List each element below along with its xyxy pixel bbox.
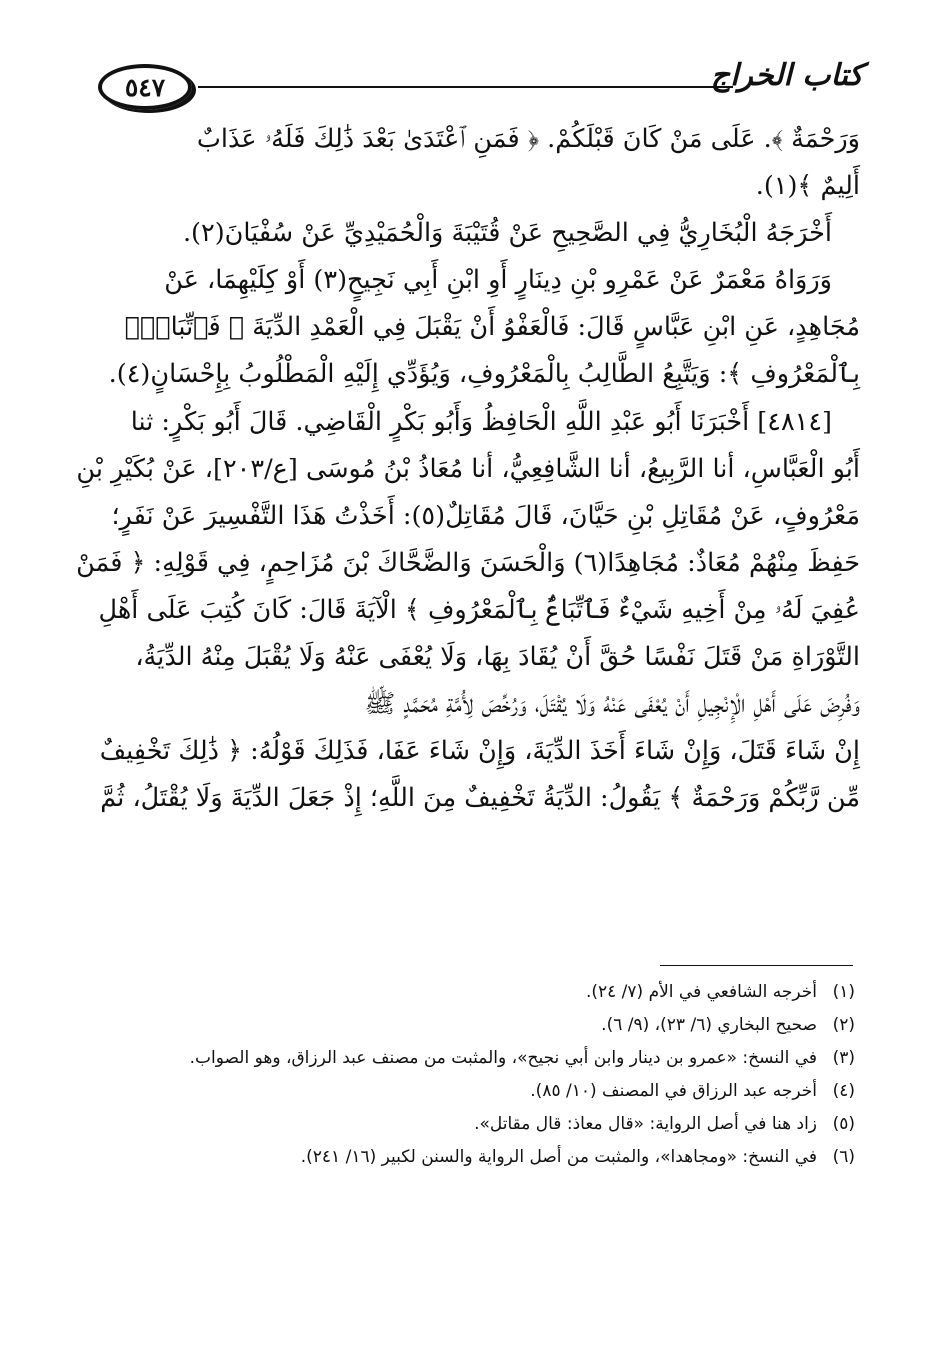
footnote-number: (٢) <box>832 1015 855 1035</box>
footnote-text: أخرجه عبد الرزاق في المصنف (١٠/ ٨٥). <box>530 1081 817 1101</box>
text-line: حَفِظَ مِنْهُمْ مُعَاذٌ: مُجَاهِدًا(٦) وَالْحَسَنَ وَالضَّحَّاكَ بْنَ مُزَاحِمٍ، فِي قَوْلِهِ: ﴿ فَمَنْ <box>76 547 860 578</box>
footnote-text: زاد هنا في أصل الرواية: «قال معاذ: قال مقاتل». <box>474 1114 817 1134</box>
header-rule <box>198 86 733 88</box>
text-line: مِّن رَّبِّكُمْ وَرَحْمَةٌ ﴾ يَقُولُ: الدِّيَةُ تَخْفِيفٌ مِنَ اللَّهِ؛ إِذْ جَعَلَ الدِّيَةَ وَلَا يُقْتَلُ، ثُمَّ <box>100 783 860 814</box>
text-line: مُجَاهِدٍ، عَنِ ابْنِ عَبَّاسٍ قَالَ: فَالْعَفْوُ أَنْ يَقْبَلَ فِي الْعَمْدِ الدِّيَةَ ﴿ فَٱتِّبَاعٌۢ <box>124 312 860 343</box>
footnote-number: (٥) <box>832 1114 855 1134</box>
footnote-item <box>105 1009 855 1042</box>
footnote-number: (٦) <box>832 1147 855 1167</box>
footnote-text: في النسخ: «عمرو بن دينار وابن أبي نجيح»، والمثبت من مصنف عبد الرزاق، وهو الصواب. <box>189 1048 817 1068</box>
text-line: عُفِيَ لَهُۥ مِنْ أَخِيهِ شَيْءٌ فَٱتِّبَاعٌۢ بِٱلْمَعْرُوفِ ﴾ الْآيَةَ قَالَ: كَانَ كُتِبَ عَلَى أَهْلِ <box>98 594 860 625</box>
footnote-item <box>105 976 855 1009</box>
main-text <box>76 116 860 822</box>
footnote-number: (٣) <box>832 1048 855 1068</box>
footnote-item <box>105 1075 855 1108</box>
page-header <box>88 58 863 118</box>
text-line: [٤٨١٤] أَخْبَرَنَا أَبُو عَبْدِ اللَّهِ الْحَافِظُ وَأَبُو بَكْرٍ الْقَاضِي. قَالَ أَبُو بَكْرٍ: ثنا <box>130 406 832 437</box>
text-line: وَرَحْمَةٌ ﴾. عَلَى مَنْ كَانَ قَبْلَكُمْ. ﴿ فَمَنِ ٱعْتَدَىٰ بَعْدَ ذَٰلِكَ فَلَهُۥ عَذَابٌ <box>196 124 860 154</box>
footnotes <box>105 976 855 1174</box>
text-line: وَفُرِضَ عَلَى أَهْلِ الْإِنْجِيلِ أَنْ يُعْفَى عَنْهُ وَلَا يُقْتَلَ، وَرُخِّصَ لِأُمَّةِ مُحَمَّدٍ ﷺ <box>364 689 860 720</box>
book-title: كتاب الخراج <box>710 58 863 93</box>
text-line: وَرَوَاهُ مَعْمَرٌ عَنْ عَمْرِو بْنِ دِينَارٍ أَوِ ابْنِ أَبِي نَجِيحٍ(٣) أَوْ كِلَيْهِمَا، عَنْ <box>164 265 832 296</box>
footnote-text: أخرجه الشافعي في الأم (٧/ ٢٤). <box>585 982 817 1002</box>
text-line: التَّوْرَاةِ مَنْ قَتَلَ نَفْسًا حُقَّ أَنْ يُقَادَ بِهَا، وَلَا يُعْفَى عَنْهُ وَلَا يُقْبَلَ مِنْهُ الدِّيَةُ، <box>135 642 860 673</box>
footnote-number: (٤) <box>832 1081 855 1101</box>
footnote-number: (١) <box>832 982 855 1002</box>
footnote-item <box>105 1042 855 1075</box>
footnote-text: صحيح البخاري (٦/ ٢٣)، (٩/ ٦). <box>601 1015 817 1035</box>
text-line: أَخْرَجَهُ الْبُخَارِيُّ فِي الصَّحِيحِ عَنْ قُتَيْبَةَ وَالْحُمَيْدِيِّ عَنْ سُفْيَانَ(٢). <box>182 218 832 249</box>
text-line: إِنْ شَاءَ قَتَلَ، وَإِنْ شَاءَ أَخَذَ الدِّيَةَ، وَإِنْ شَاءَ عَفَا، فَذَلِكَ قَوْلُهُ: ﴿ ذَٰلِكَ تَخْفِيفٌ <box>99 736 860 767</box>
footnote-separator <box>660 965 853 966</box>
text-line: أَبُو الْعَبَّاسِ، أنا الرَّبِيعُ، أنا الشَّافِعِيُّ، أنا مُعَاذُ بْنُ مُوسَى [ع/٢٠٣]، عَنْ بُكَيْرِ بْنِ <box>76 453 860 484</box>
footnote-item <box>105 1108 855 1141</box>
text-line: بِٱلْمَعْرُوفِ ﴾: وَيَتَّبِعُ الطَّالِبُ بِالْمَعْرُوفِ، وَيُؤَدِّي إِلَيْهِ الْمَطْلُوبُ بِإِحْسَانٍ(٤). <box>108 359 860 390</box>
footnote-item <box>105 1141 855 1174</box>
text-line: مَعْرُوفٍ، عَنْ مُقَاتِلِ بْنِ حَيَّانَ، قَالَ مُقَاتِلٌ(٥): أَخَذْتُ هَذَا التَّفْسِيرَ عَنْ نَفَرٍ؛ <box>111 500 860 531</box>
page-number: ٥٤٧ <box>98 64 192 110</box>
footnote-text: في النسخ: «ومجاهدا»، والمثبت من أصل الرواية والسنن لكبير (١٦/ ٢٤١). <box>300 1147 817 1167</box>
text-line: أَلِيمٌ ﴾(١). <box>755 171 860 202</box>
